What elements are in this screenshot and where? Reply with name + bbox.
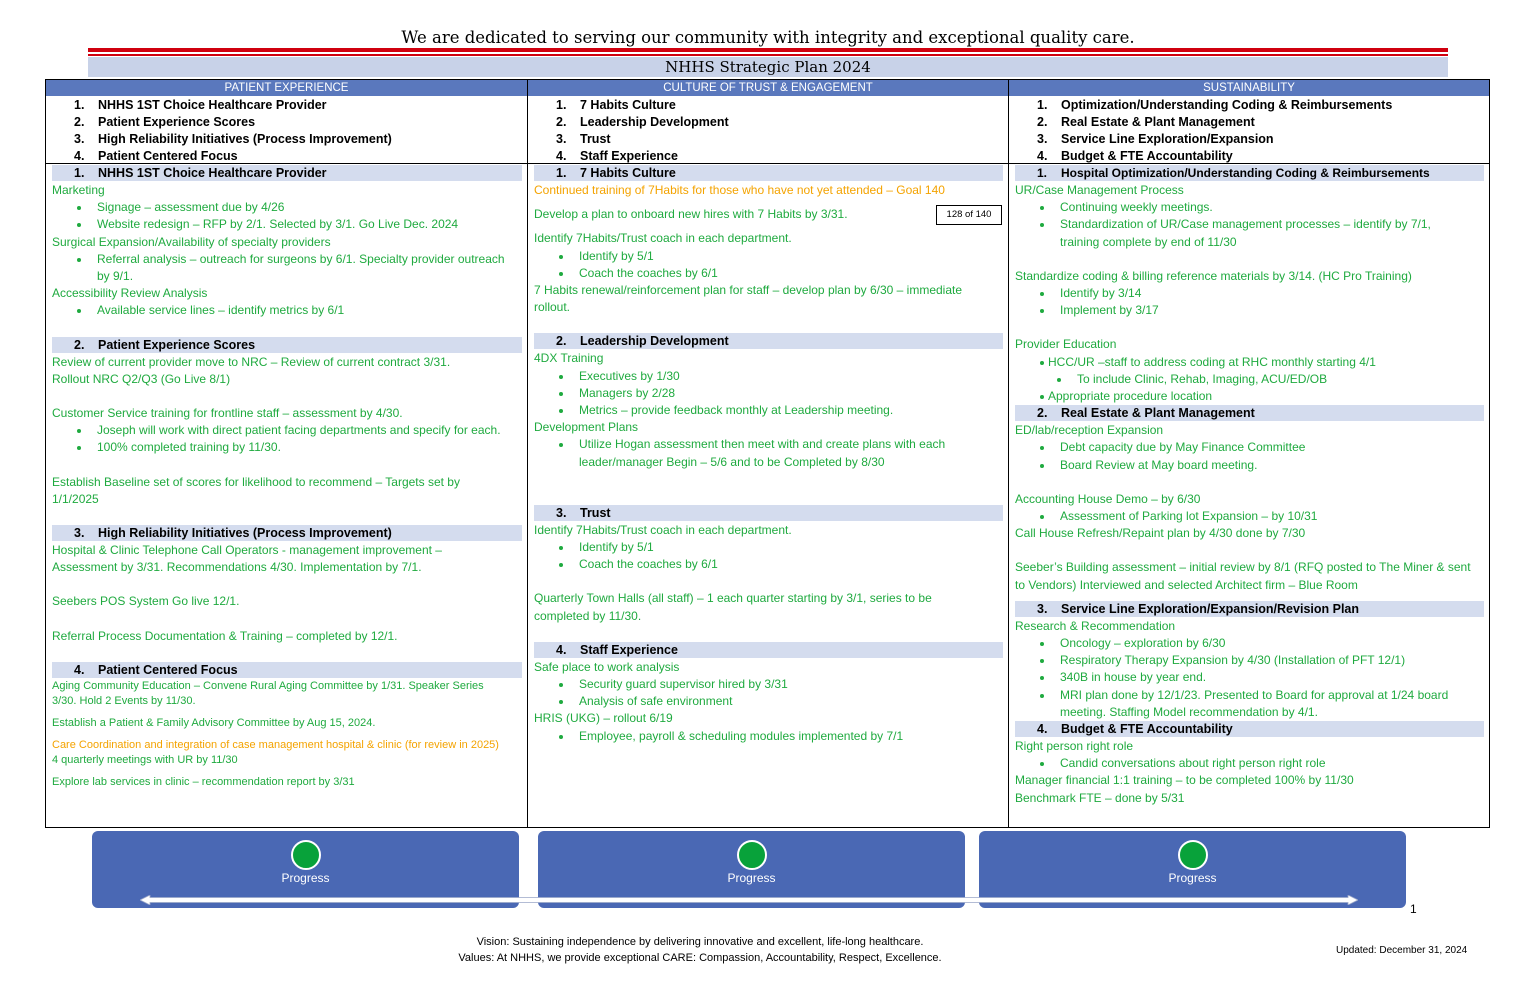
text-line: Identify 7Habits/Trust coach in each department. xyxy=(534,231,792,246)
column-sustainability xyxy=(1009,80,1489,827)
status-dot-icon xyxy=(291,840,321,870)
list-item: Utilize Hogan assessment then meet with and create plans with each leader/manager Begin – 5/6 and to be Completed by 8/30 xyxy=(534,436,1008,470)
count-box: 128 of 140 xyxy=(936,205,1002,225)
goal-item: 2. Patient Experience Scores xyxy=(74,115,256,129)
values-statement: Values: At NHHS, we provide exceptional CARE: Compassion, Accountability, Respect, Excellence. xyxy=(458,952,942,964)
list-item: 340B in house by year end. xyxy=(1015,669,1489,686)
text-line: Explore lab services in clinic – recommendation report by 3/31 xyxy=(52,775,355,788)
subheading: 4DX Training xyxy=(534,351,604,366)
text-line: Develop a plan to onboard new hires with 7 Habits by 3/31. xyxy=(534,207,848,222)
list-item: Available service lines – identify metrics by 6/1 xyxy=(52,302,527,319)
text-line: Standardize coding & billing reference materials by 3/14. (HC Pro Training) xyxy=(1015,268,1412,283)
subheading: UR/Case Management Process xyxy=(1015,183,1184,197)
goal-item: 1. Optimization/Understanding Coding & Reimbursements xyxy=(1037,98,1393,112)
text-line: Aging Community Education – Convene Rural Aging Committee by 1/31. Speaker Series 3/30. Hold 2 Events by 11/30. xyxy=(52,679,484,707)
text-line: 4 quarterly meetings with UR by 11/30 xyxy=(52,753,238,766)
list-item: Oncology – exploration by 6/30 xyxy=(1015,635,1489,652)
list-item: Identify by 5/1 xyxy=(534,248,1008,265)
list-item: Respiratory Therapy Expansion by 4/30 (Installation of PFT 12/1) xyxy=(1015,652,1489,669)
list-item: Debt capacity due by May Finance Committee xyxy=(1015,439,1489,456)
list-item: Metrics – provide feedback monthly at Leadership meeting. xyxy=(534,402,1008,419)
text-line: Continued training of 7Habits for those who have not yet attended – Goal 140 xyxy=(534,183,945,197)
section-heading: 2. Patient Experience Scores xyxy=(52,337,522,353)
progress-label: Progress xyxy=(1168,871,1217,885)
column-header: PATIENT EXPERIENCE xyxy=(46,80,527,96)
column-body xyxy=(1009,164,1489,807)
subheading: Research & Recommendation xyxy=(1015,618,1176,633)
double-arrow-icon xyxy=(140,895,1358,905)
goal-item: 1. NHHS 1ST Choice Healthcare Provider xyxy=(74,98,327,112)
list-item: Managers by 2/28 xyxy=(534,385,1008,402)
goal-item: 3. Trust xyxy=(556,132,611,146)
column-body xyxy=(528,164,1008,745)
subheading: Surgical Expansion/Availability of specialty providers xyxy=(52,234,331,249)
goal-item: 2. Leadership Development xyxy=(556,115,729,129)
list-item: Executives by 1/30 xyxy=(534,368,1008,385)
section-heading: 2. Leadership Development xyxy=(534,333,1003,349)
list-item: Website redesign – RFP by 2/1. Selected by 3/1. Go Live Dec. 2024 xyxy=(52,216,527,233)
subheading: HRIS (UKG) – rollout 6/19 xyxy=(534,711,673,726)
text-line: Manager financial 1:1 training – to be completed 100% by 11/30 xyxy=(1015,773,1354,788)
text-line: Seeber’s Building assessment – initial review by 8/1 (RFQ posted to The Miner & sent to Vendors) Interviewed and selected Architect firm – Blue Room xyxy=(1015,560,1471,592)
subheading: Marketing xyxy=(52,183,105,197)
goal-item: 3. Service Line Exploration/Expansion xyxy=(1037,132,1274,146)
column-culture-of-trust xyxy=(528,80,1009,827)
progress-label: Progress xyxy=(727,871,776,885)
mission-statement: We are dedicated to serving our community with integrity and exceptional quality care. xyxy=(401,28,1135,47)
column-body xyxy=(46,164,527,790)
list-item: Security guard supervisor hired by 3/31 xyxy=(534,676,1008,693)
list-item: To include Clinic, Rehab, Imaging, ACU/ED/OB xyxy=(1015,371,1489,388)
text-line: Rollout NRC Q2/Q3 (Go Live 8/1) xyxy=(52,371,231,386)
subheading: Right person right role xyxy=(1015,739,1134,754)
text-line: Referral Process Documentation & Training – completed by 12/1. xyxy=(52,628,398,643)
section-heading: 1. Hospital Optimization/Understanding Coding & Reimbursements xyxy=(1015,165,1484,181)
section-heading: 4. Budget & FTE Accountability xyxy=(1015,721,1484,737)
section-heading: 4. Staff Experience xyxy=(534,642,1003,658)
red-rule-thin xyxy=(88,54,1448,56)
goal-item: 4. Budget & FTE Accountability xyxy=(1037,149,1233,163)
column-header: CULTURE OF TRUST & ENGAGEMENT xyxy=(528,80,1008,96)
goals-list xyxy=(1009,96,1489,164)
vision-statement: Vision: Sustaining independence by delivering innovative and excellent, life-long healthcare. xyxy=(476,936,924,948)
column-patient-experience xyxy=(46,80,528,827)
list-item: Continuing weekly meetings. xyxy=(1015,199,1489,216)
list-item: HCC/UR –staff to address coding at RHC monthly starting 4/1 xyxy=(1015,354,1489,371)
column-header: SUSTAINABILITY xyxy=(1009,80,1489,96)
text-line: Customer Service training for frontline staff – assessment by 4/30. xyxy=(52,406,403,421)
list-item: 100% completed training by 11/30. xyxy=(52,439,527,456)
section-heading: 3. Trust xyxy=(534,505,1003,521)
list-item: Identify by 3/14 xyxy=(1015,285,1489,302)
list-item: Identify by 5/1 xyxy=(534,539,1008,556)
section-heading: 1. NHHS 1ST Choice Healthcare Provider xyxy=(52,165,522,181)
page-number: 1 xyxy=(1410,902,1417,916)
text-line: Benchmark FTE – done by 5/31 xyxy=(1015,790,1185,805)
section-heading: 1. 7 Habits Culture xyxy=(534,165,1003,181)
subheading: Development Plans xyxy=(534,420,639,435)
list-item: Candid conversations about right person right role xyxy=(1015,755,1489,772)
text-line: 7 Habits renewal/reinforcement plan for staff – develop plan by 6/30 – immediate rollout. xyxy=(534,283,963,315)
section-heading: 3. Service Line Exploration/Expansion/Revision Plan xyxy=(1015,601,1484,617)
red-rule xyxy=(88,48,1448,52)
text-line: Identify 7Habits/Trust coach in each department. xyxy=(534,522,792,537)
goal-item: 2. Real Estate & Plant Management xyxy=(1037,115,1255,129)
text-line: Establish Baseline set of scores for likelihood to recommend – Targets set by 1/1/2025 xyxy=(52,474,460,506)
text-line: Review of current provider move to NRC – Review of current contract 3/31. xyxy=(52,354,451,369)
list-item: MRI plan done by 12/1/23. Presented to Board for approval at 1/24 board meeting. Staffing Model recommendation by 4/1. xyxy=(1015,687,1489,721)
page-title: NHHS Strategic Plan 2024 xyxy=(88,57,1448,77)
section-heading: 3. High Reliability Initiatives (Process Improvement) xyxy=(52,525,522,541)
subheading: Accessibility Review Analysis xyxy=(52,286,208,301)
text-line: Accounting House Demo – by 6/30 xyxy=(1015,491,1201,506)
list-item: Employee, payroll & scheduling modules implemented by 7/1 xyxy=(534,728,1008,745)
subheading: Provider Education xyxy=(1015,337,1117,352)
list-item: Analysis of safe environment xyxy=(534,693,1008,710)
text-line: Establish a Patient & Family Advisory Committee by Aug 15, 2024. xyxy=(52,716,376,729)
text-line: Hospital & Clinic Telephone Call Operators - management improvement – Assessment by 3/31. Recommendations 4/30. Implementation by 7/1. xyxy=(52,543,442,575)
list-item: Appropriate procedure location xyxy=(1015,388,1489,405)
text-line: Care Coordination and integration of case management hospital & clinic (for review in 2025) xyxy=(52,738,499,751)
list-item: Board Review at May board meeting. xyxy=(1015,457,1489,474)
strategic-plan-table xyxy=(45,79,1490,828)
goals-list xyxy=(46,96,527,164)
list-item: Joseph will work with direct patient facing departments and specify for each. xyxy=(52,422,527,439)
list-item: Implement by 3/17 xyxy=(1015,302,1489,319)
goals-list xyxy=(528,96,1008,164)
list-item: Coach the coaches by 6/1 xyxy=(534,556,1008,573)
list-item: Coach the coaches by 6/1 xyxy=(534,265,1008,282)
updated-date: Updated: December 31, 2024 xyxy=(1336,945,1468,956)
status-dot-icon xyxy=(1178,840,1208,870)
text-line: Quarterly Town Halls (all staff) – 1 each quarter starting by 3/1, series to be completed by 11/30. xyxy=(534,591,932,623)
status-dot-icon xyxy=(737,840,767,870)
section-heading: 4. Patient Centered Focus xyxy=(52,662,522,678)
goal-item: 4. Staff Experience xyxy=(556,149,678,163)
list-item: Assessment of Parking lot Expansion – by 10/31 xyxy=(1015,508,1489,525)
text-line: Seebers POS System Go live 12/1. xyxy=(52,594,240,609)
text-line: Call House Refresh/Repaint plan by 4/30 done by 7/30 xyxy=(1015,526,1306,541)
list-item: Standardization of UR/Case management processes – identify by 7/1, training complete by end of 11/30 xyxy=(1015,216,1489,250)
subheading: Safe place to work analysis xyxy=(534,659,680,674)
list-item: Signage – assessment due by 4/26 xyxy=(52,199,527,216)
list-item: Referral analysis – outreach for surgeons by 6/1. Specialty provider outreach by 9/1. xyxy=(52,251,527,285)
goal-item: 1. 7 Habits Culture xyxy=(556,98,676,112)
goal-item: 3. High Reliability Initiatives (Process Improvement) xyxy=(74,132,392,146)
section-heading: 2. Real Estate & Plant Management xyxy=(1015,405,1484,421)
progress-label: Progress xyxy=(281,871,330,885)
goal-item: 4. Patient Centered Focus xyxy=(74,149,238,163)
subheading: ED/lab/reception Expansion xyxy=(1015,423,1164,438)
